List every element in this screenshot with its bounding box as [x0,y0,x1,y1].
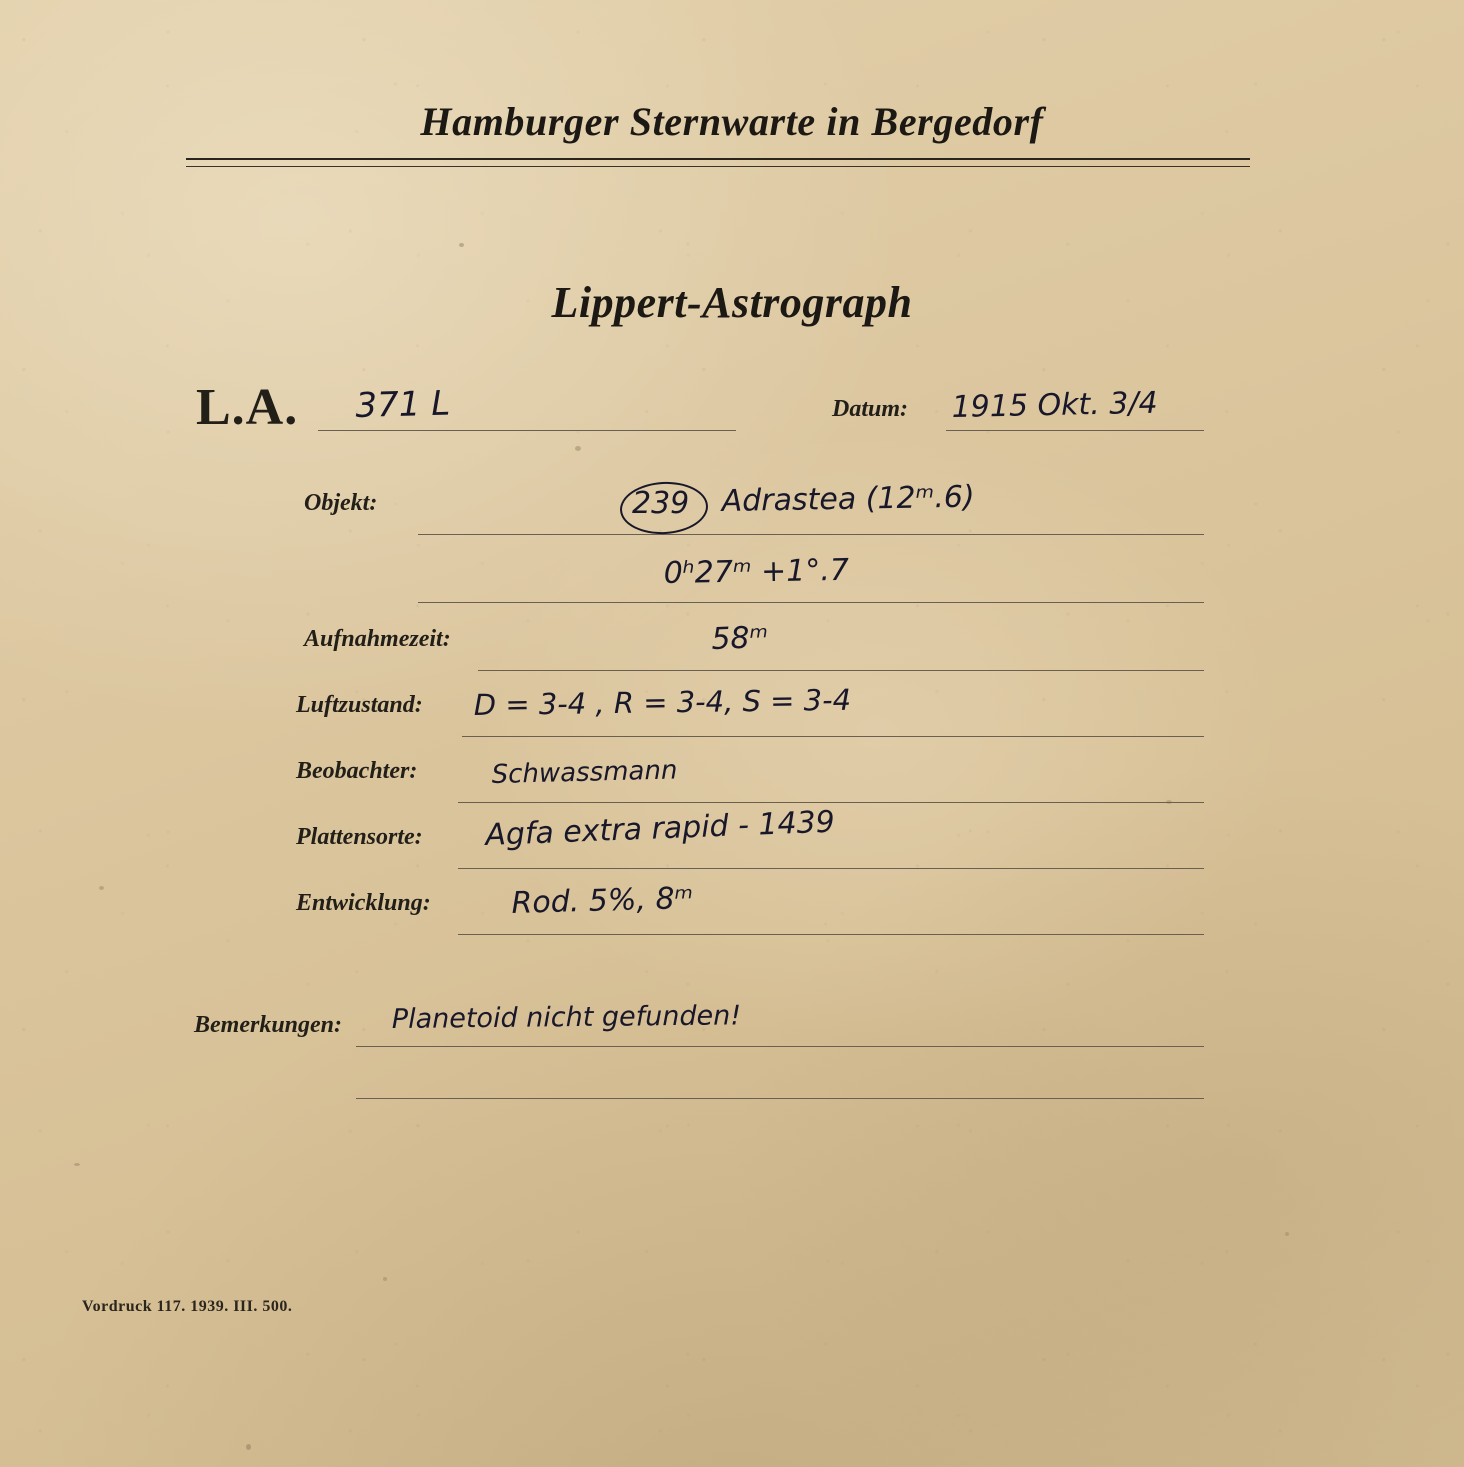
object-label: Objekt: [304,490,378,516]
instrument-title: Lippert-Astrograph [551,278,913,327]
development-value: Rod. 5%, 8ᵐ [511,880,694,921]
air-condition-label: Luftzustand: [296,692,423,718]
exposure-time-row [0,614,1464,660]
plate-type-rule [458,868,1204,869]
paper-speck [459,243,464,247]
air-condition-row [0,680,1464,726]
remarks-rule-2 [356,1098,1204,1099]
observer-rule [458,802,1204,803]
paper-speck [575,446,581,451]
development-rule [458,934,1204,935]
date-label: Datum: [832,396,909,422]
remarks-rule-1 [356,1046,1204,1047]
remarks-row [0,1000,1464,1046]
plate-number-rule [318,430,736,431]
header-rule-top [186,158,1250,160]
remarks-value: Planetoid nicht gefunden! [391,1000,742,1035]
paper-speck [1285,1232,1289,1236]
paper-speck [74,1163,80,1166]
air-condition-rule [462,736,1204,737]
object-coordinates-value: 0ʰ27ᵐ +1°.7 [663,552,850,591]
plate-prefix-label: L.A. [196,379,299,436]
air-condition-value: D = 3-4 , R = 3-4, S = 3-4 [473,682,852,722]
plate-type-label: Plattensorte: [296,824,423,850]
observer-row [0,746,1464,792]
date-value: 1915 Okt. 3/4 [951,385,1158,425]
object-number-value: 239 [632,486,690,521]
exposure-time-value: 58ᵐ [710,620,769,657]
observer-label: Beobachter: [296,758,418,784]
remarks-label: Bemerkungen: [194,1012,343,1038]
development-label: Entwicklung: [296,890,431,916]
exposure-time-rule [478,670,1204,671]
observatory-header: Hamburger Sternwarte in Bergedorf [420,99,1044,144]
object-coordinates-rule [418,602,1204,603]
plate-type-value: Agfa extra rapid - 1439 [484,804,836,853]
paper-speck [383,1277,387,1281]
paper-speck [246,1444,251,1450]
object-value: Adrastea (12ᵐ.6) [721,479,975,519]
plate-type-row [0,804,1464,858]
observer-value: Schwassmann [491,755,678,790]
development-row [0,878,1464,924]
exposure-time-label: Aufnahmezeit: [304,626,451,652]
date-rule [946,430,1204,431]
object-row [0,478,1464,524]
plate-number-value: 371 L [354,383,451,426]
plate-number-row [0,372,1464,436]
form-footer-note: Vordruck 117. 1939. III. 500. [82,1298,293,1315]
object-coordinates-row [0,546,1464,592]
header-rule-bottom [186,166,1250,167]
object-rule [418,534,1204,535]
